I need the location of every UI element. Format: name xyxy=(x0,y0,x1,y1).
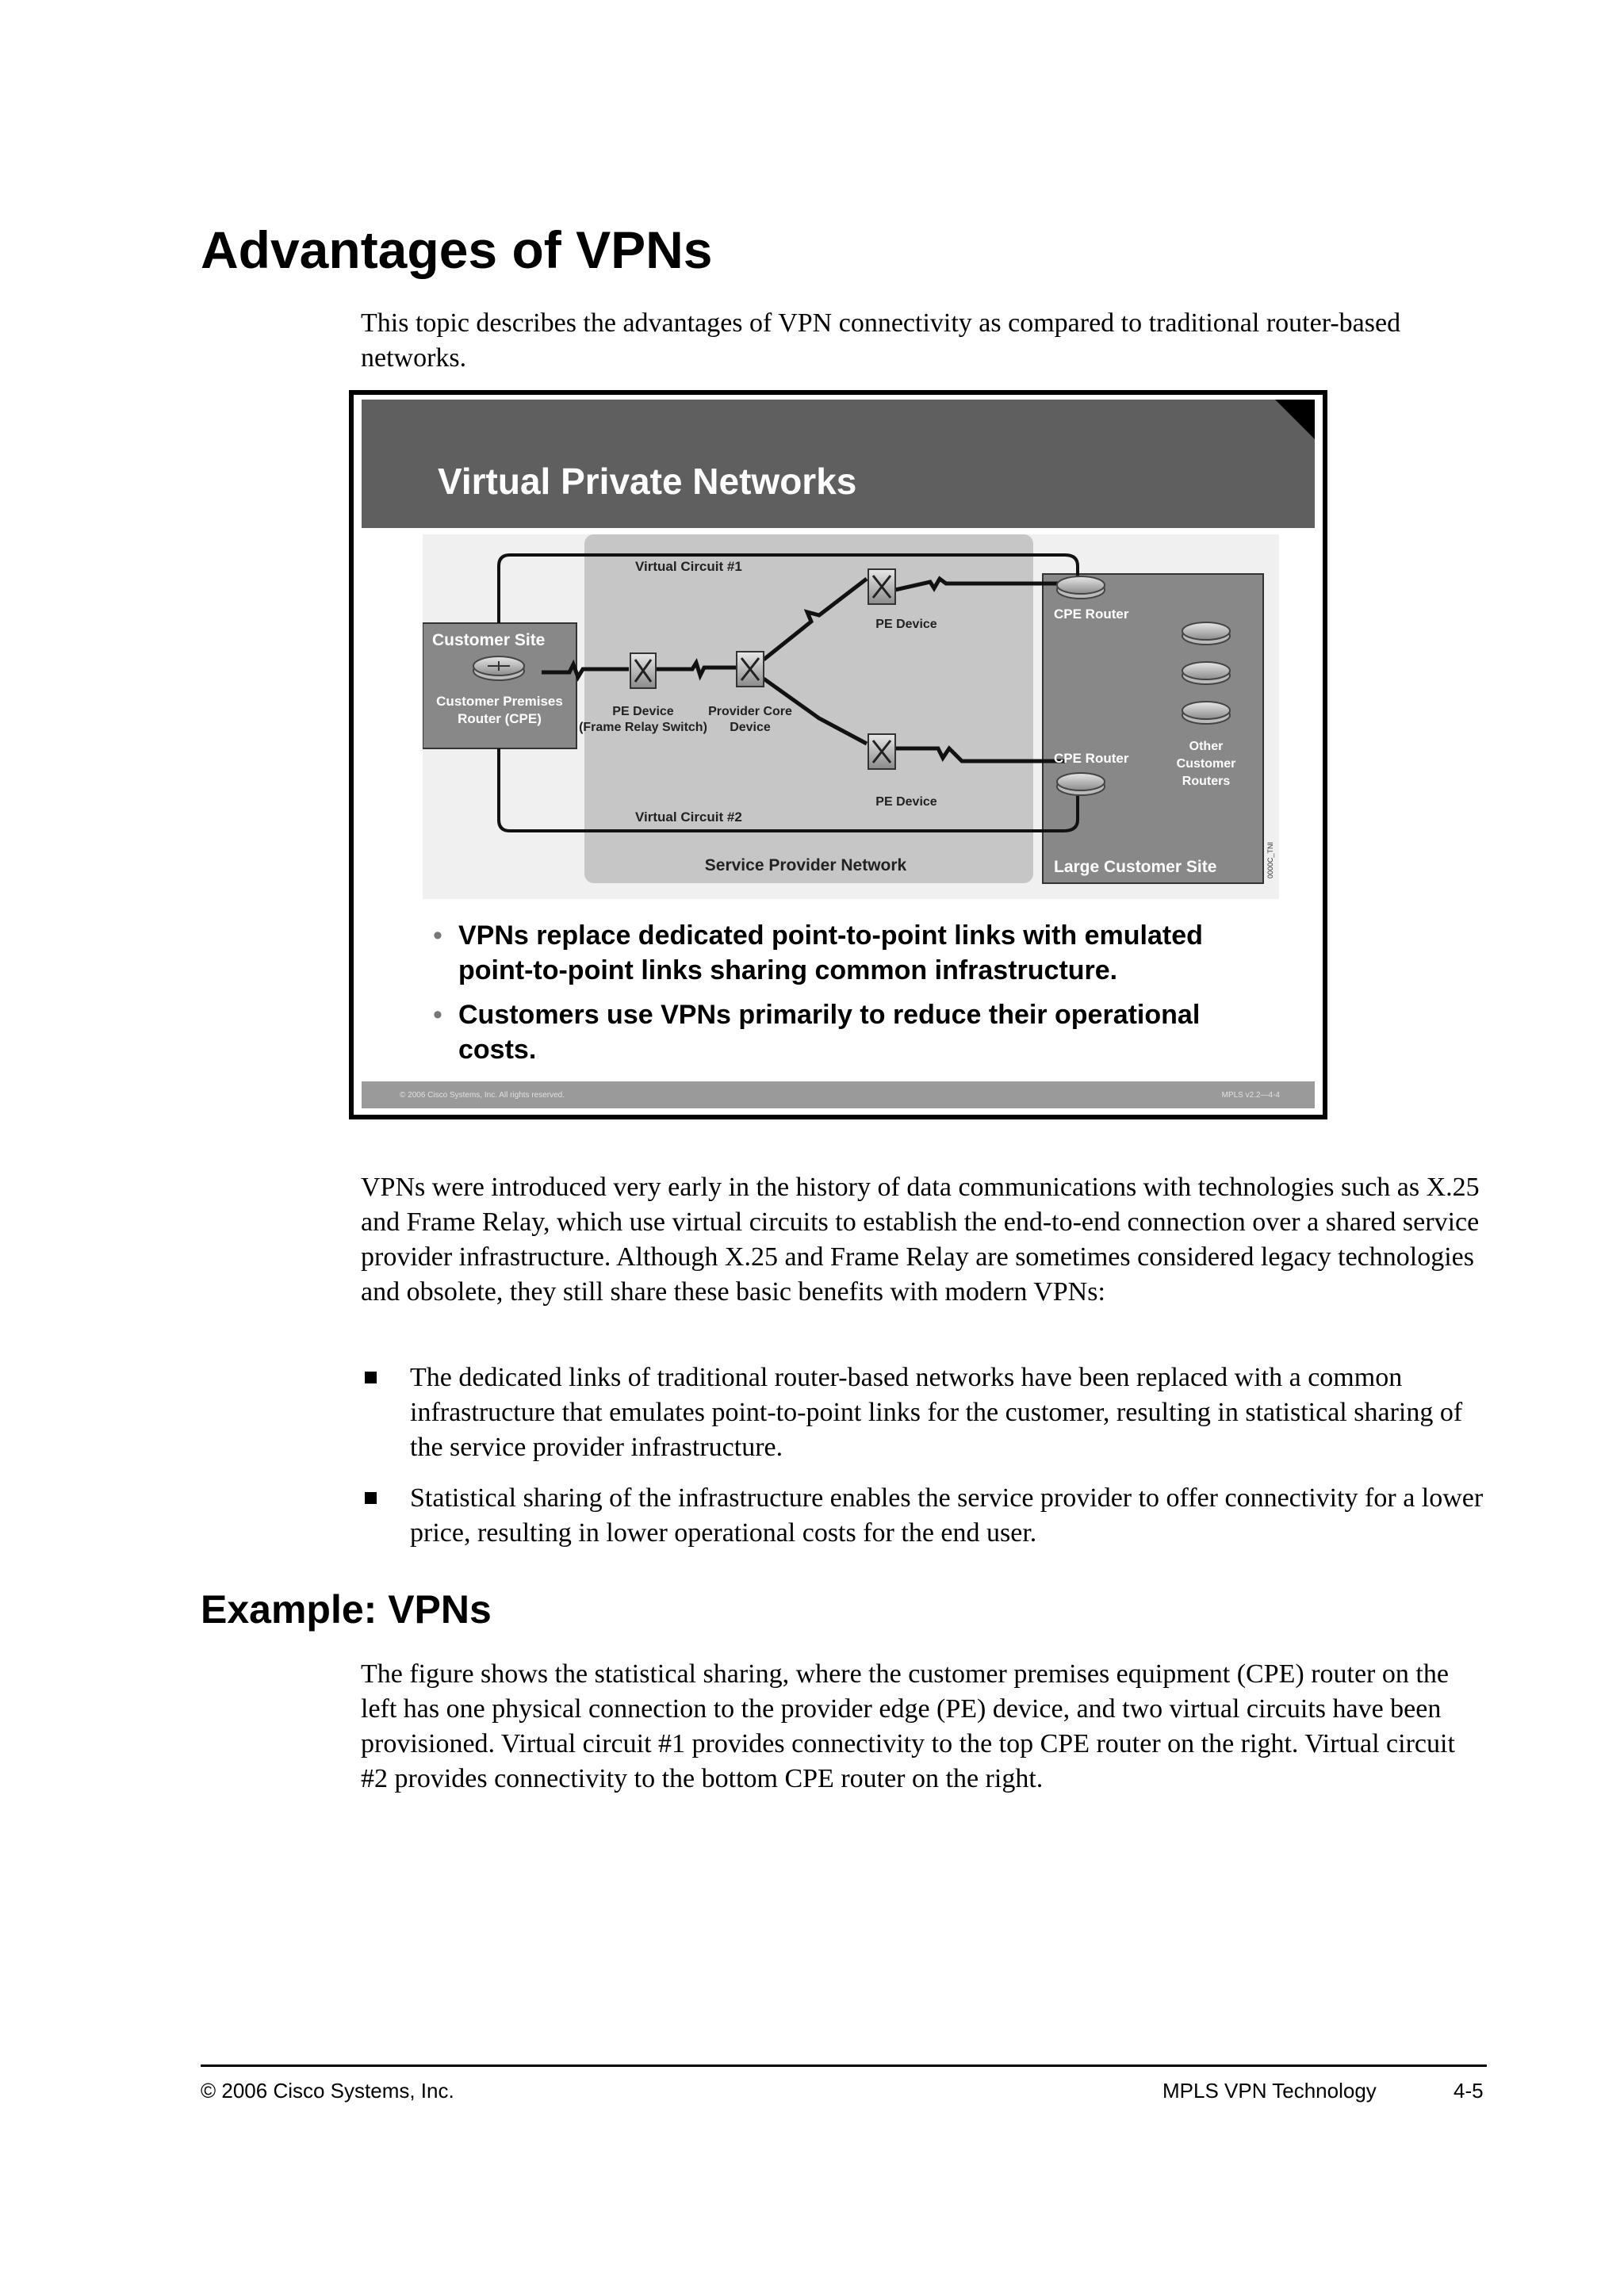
label-core-line1: Provider Core xyxy=(708,705,792,718)
slide-title: Virtual Private Networks xyxy=(438,461,857,502)
label-customer-site: Customer Site xyxy=(432,631,546,649)
example-heading: Example: VPNs xyxy=(201,1587,492,1632)
label-pe-bottom: PE Device xyxy=(875,795,937,809)
label-pe-top: PE Device xyxy=(875,618,937,631)
label-cpe-top: CPE Router xyxy=(1054,607,1129,622)
label-cpe-bottom: CPE Router xyxy=(1054,751,1129,766)
vpn-network-diagram xyxy=(423,534,1279,899)
slide-header xyxy=(362,400,1315,528)
slide-bullet xyxy=(433,997,1274,1067)
label-pe-switch-line1: PE Device xyxy=(612,705,674,718)
router-icon xyxy=(1182,622,1230,645)
figure-id: 0000C_TNI xyxy=(1266,841,1274,878)
label-pe-switch-line2: (Frame Relay Switch) xyxy=(579,721,707,734)
switch-icon xyxy=(630,653,656,688)
slide-bullet xyxy=(433,918,1274,988)
body-bullet-text: Statistical sharing of the infrastructure enables the service provider to offer connectivity for a lower price, resulting in lower operational costs for the end user. xyxy=(410,1483,1484,1548)
slide-footer-copyright: © 2006 Cisco Systems, Inc. All rights reserved. xyxy=(400,1091,565,1100)
router-icon xyxy=(1057,773,1105,795)
bullet-dot-icon: • xyxy=(433,920,442,951)
switch-icon xyxy=(737,652,764,687)
label-cpe-left-line1: Customer Premises xyxy=(436,694,563,709)
label-other-line3: Routers xyxy=(1182,775,1231,788)
body-bullet xyxy=(361,1360,1487,1465)
body-paragraph-2: The figure shows the statistical sharing, where the customer premises equipment (CPE) router on the left has one physical connection to the provider edge (PE) device, and two virtual circuits have been provisioned. Virtual circuit #1 provides connectivity to the top CPE router on the right. Virtual circuit #2 provides connectivity to the bottom CPE router on the right. xyxy=(361,1659,1455,1793)
footer-page-number: 4-5 xyxy=(1454,2079,1484,2103)
slide-figure xyxy=(349,390,1327,1119)
footer-rule xyxy=(201,2064,1487,2067)
label-other-line2: Customer xyxy=(1176,757,1236,771)
body-bullet xyxy=(361,1481,1487,1551)
router-icon xyxy=(1182,662,1230,684)
slide-bullet-list xyxy=(433,918,1274,1077)
router-icon xyxy=(1182,702,1230,724)
label-other-line1: Other xyxy=(1189,740,1224,753)
body-paragraph-1: VPNs were introduced very early in the history of data communications with technologies such as X.25 and Frame Relay, which use virtual circuits to establish the end-to-end connection over a shared service provider infrastructure. Although X.25 and Frame Relay are sometimes considered legacy technologies and obsolete, they still share these basic benefits with modern VPNs: xyxy=(361,1173,1480,1307)
switch-icon xyxy=(868,734,895,769)
slide-footer-code: MPLS v2.2—4-4 xyxy=(1221,1091,1280,1100)
switch-icon xyxy=(868,569,895,604)
intro-paragraph: This topic describes the advantages of VPN connectivity as compared to traditional router-based networks. xyxy=(361,308,1401,373)
router-icon xyxy=(1057,576,1105,599)
label-core-line2: Device xyxy=(730,721,771,734)
slide-corner-mark xyxy=(1275,400,1315,439)
label-service-provider-network: Service Provider Network xyxy=(704,856,907,874)
page-title: Advantages of VPNs xyxy=(201,220,713,279)
slide-bullet-text: VPNs replace dedicated point-to-point links with emulated point-to-point links sharing common infrastructure. xyxy=(458,920,1203,985)
bullet-dot-icon: • xyxy=(433,1000,442,1030)
body-bullet-list xyxy=(361,1360,1487,1567)
router-icon xyxy=(473,656,524,680)
slide-footer xyxy=(362,1081,1315,1108)
square-bullet-icon xyxy=(365,1492,377,1504)
body-bullet-text: The dedicated links of traditional router-based networks have been replaced with a common infrastructure that emulates point-to-point links for the customer, resulting in statistical sharing of the service provider infrastructure. xyxy=(410,1363,1463,1462)
footer-section-title: MPLS VPN Technology xyxy=(1162,2079,1377,2103)
square-bullet-icon xyxy=(365,1372,377,1383)
slide-bullet-text: Customers use VPNs primarily to reduce their operational costs. xyxy=(458,1000,1201,1065)
label-virtual-circuit-2: Virtual Circuit #2 xyxy=(635,809,742,825)
footer-copyright: © 2006 Cisco Systems, Inc. xyxy=(201,2079,454,2103)
label-virtual-circuit-1: Virtual Circuit #1 xyxy=(635,559,742,574)
label-cpe-left-line2: Router (CPE) xyxy=(458,711,542,726)
label-large-customer-site: Large Customer Site xyxy=(1054,858,1217,876)
